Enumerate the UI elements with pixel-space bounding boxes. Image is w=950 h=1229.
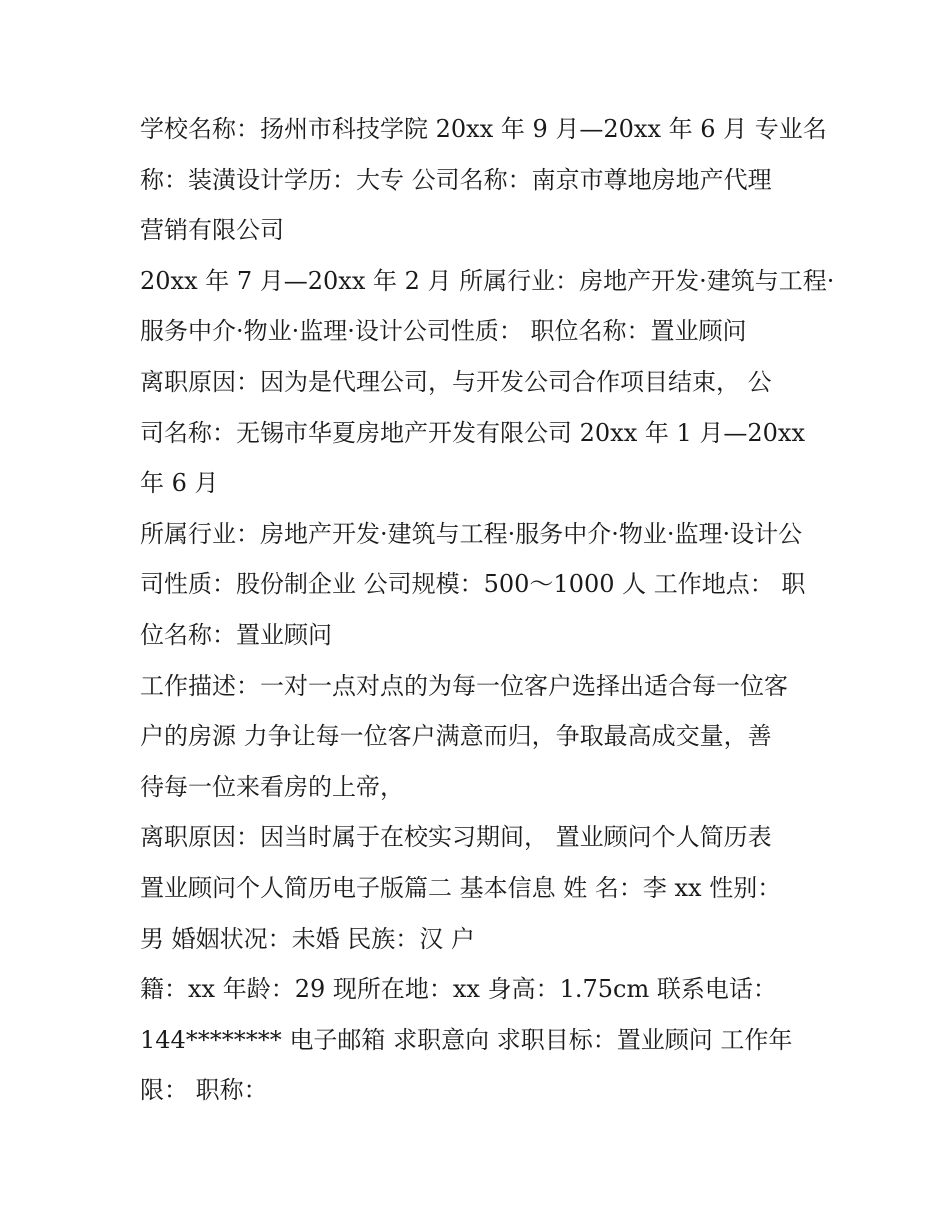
text-line: 离职原因：因为是代理公司，与开发公司合作项目结束， 公 [140,367,772,396]
text-line: 144******** 电子邮箱 求职意向 求职目标：置业顾问 工作年 [140,1025,793,1054]
document-body [140,104,835,1116]
text-line: 籍：xx 年龄：29 现所在地：xx 身高：1.75cm 联系电话： [140,975,777,1004]
text-line: 工作描述：一对一点对点的为每一位客户选择出适合每一位客 [140,671,788,700]
text-line: 所属行业：房地产开发·建筑与工程·服务中介·物业·监理·设计公 [140,519,803,548]
text-line: 离职原因：因当时属于在校实习期间， 置业顾问个人简历表 [140,823,772,852]
text-line: 学校名称：扬州市科技学院 20xx 年 9 月—20xx 年 6 月 专业名 [140,115,827,143]
text-line: 限： 职称： [140,1076,268,1105]
text-line: 户的房源 力争让每一位客户满意而归，争取最高成交量，善 [140,722,772,751]
text-line: 称：装潢设计学历：大专 公司名称：南京市尊地房地产代理 [140,165,772,194]
text-line: 年 6 月 [140,469,219,498]
text-line: 位名称：置业顾问 [140,620,332,649]
text-line: 司性质：股份制企业 公司规模：500～1000 人 工作地点： 职 [140,570,806,599]
text-line: 置业顾问个人简历电子版篇二 基本信息 姓 名：李 xx 性别： [140,873,782,902]
text-line: 待每一位来看房的上帝， [140,772,404,801]
text-line: 20xx 年 7 月—20xx 年 2 月 所属行业：房地产开发·建筑与工程· [140,266,835,295]
text-line: 男 婚姻状况：未婚 民族：汉 户 [140,924,475,953]
text-line: 营销有限公司 [140,216,284,245]
text-line: 服务中介·物业·监理·设计公司性质： 职位名称：置业顾问 [140,317,747,346]
text-line: 司名称：无锡市华夏房地产开发有限公司 20xx 年 1 月—20xx [140,418,806,447]
